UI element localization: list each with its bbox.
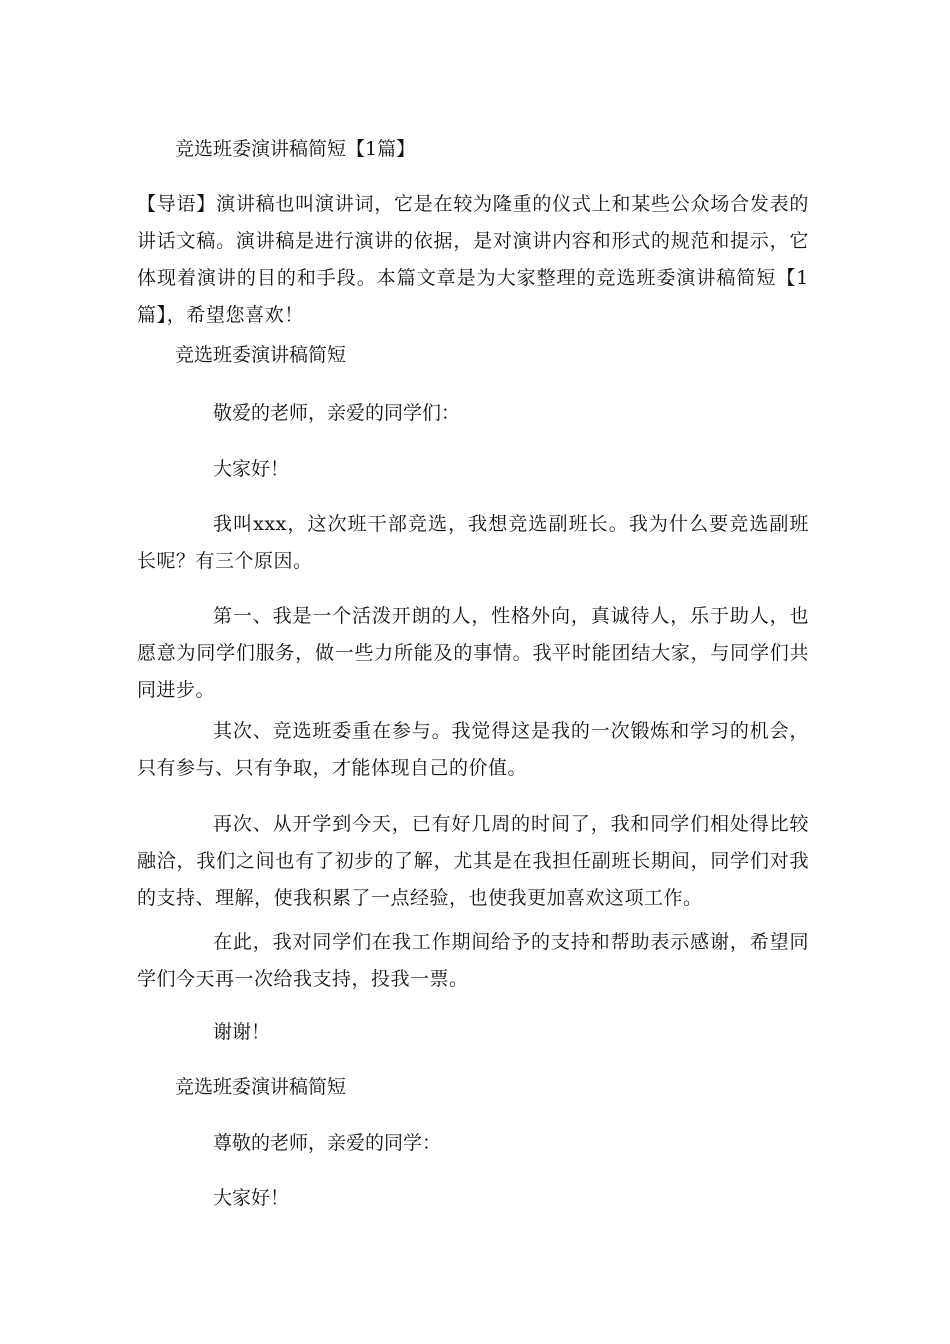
intro-paragraph: 【导语】演讲稿也叫演讲词，它是在较为隆重的仪式上和某些公众场合发表的讲话文稿。演讲稿是进行演讲的依据，是对演讲内容和形式的规范和提示，它体现着演讲的目的和手段。本篇文章是为大家整理的竞选班委演讲稿简短【1篇】，希望您喜欢！ <box>137 193 809 326</box>
section1-paragraph-4: 再次、从开学到今天，已有好几周的时间了，我和同学们相处得比较融洽，我们之间也有了初步的了解，尤其是在我担任副班长期间，同学们对我的支持、理解，使我积累了一点经验，也使我更加喜欢这项工作。 <box>137 813 809 909</box>
section1-paragraph-5: 在此，我对同学们在我工作期间给予的支持和帮助表示感谢，希望同学们今天再一次给我支持，投我一票。 <box>137 931 809 990</box>
section1-paragraph-1: 我叫xxx，这次班干部竞选，我想竞选副班长。我为什么要竞选副班长呢？有三个原因。 <box>137 513 809 572</box>
section1-greeting: 大家好！ <box>213 458 290 480</box>
section1-heading: 竞选班委演讲稿简短 <box>175 344 347 366</box>
section1-salutation: 敬爱的老师，亲爱的同学们： <box>213 402 461 424</box>
document-title: 竞选班委演讲稿简短【1篇】 <box>175 138 416 160</box>
section1-closing: 谢谢！ <box>213 1021 271 1043</box>
section2-salutation: 尊敬的老师，亲爱的同学： <box>213 1132 442 1154</box>
section1-paragraph-3: 其次、竞选班委重在参与。我觉得这是我的一次锻炼和学习的机会，只有参与、只有争取，才能体现自己的价值。 <box>137 720 809 779</box>
section2-heading: 竞选班委演讲稿简短 <box>175 1076 347 1098</box>
section2-greeting: 大家好！ <box>213 1187 290 1209</box>
section1-paragraph-2: 第一、我是一个活泼开朗的人，性格外向，真诚待人，乐于助人，也愿意为同学们服务，做一些力所能及的事情。我平时能团结大家，与同学们共同进步。 <box>137 605 809 701</box>
